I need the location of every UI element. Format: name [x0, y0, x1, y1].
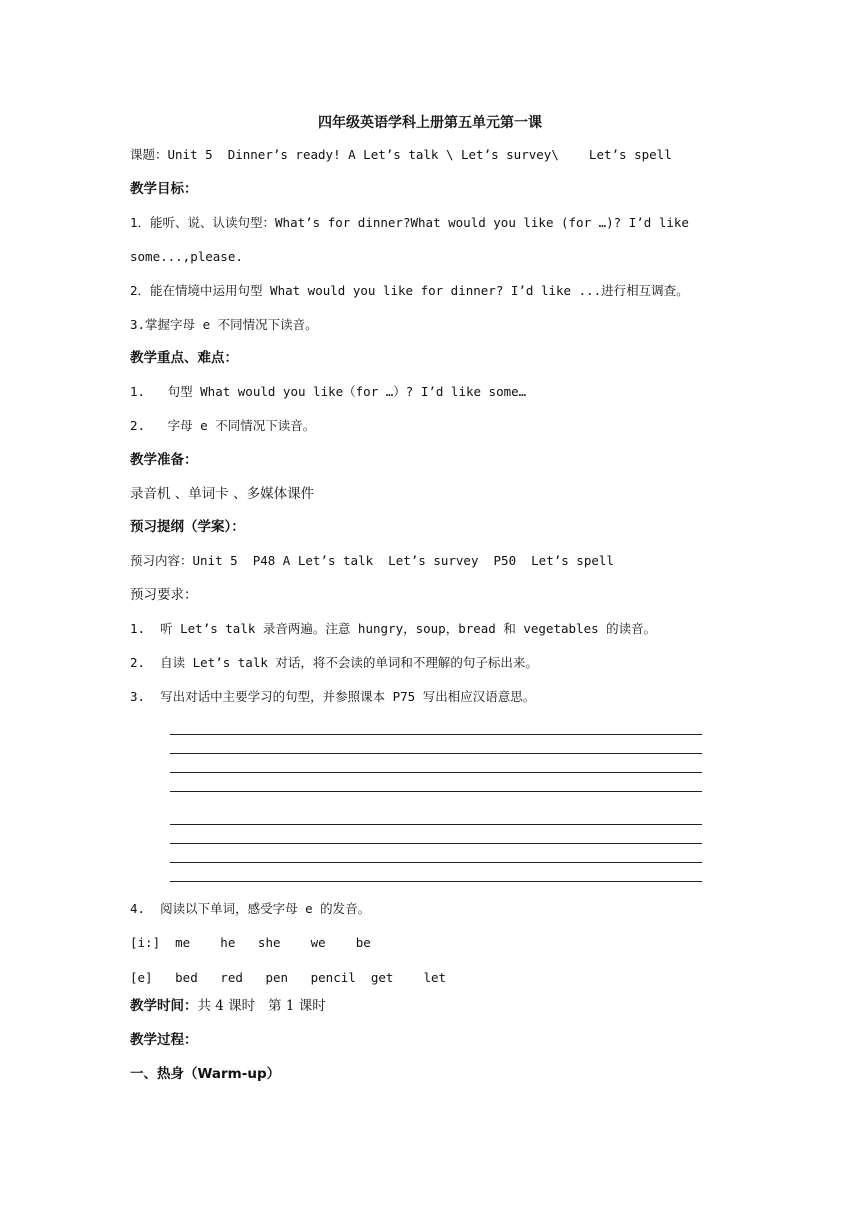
phonics-long-e: [i:] me he she we be [130, 935, 371, 950]
goals-heading: 教学目标： [130, 181, 198, 197]
prep-items: 录音机 、单词卡 、多媒体课件 [130, 486, 315, 502]
goal-3: 3.掌握字母 e 不同情况下读音。 [130, 317, 318, 332]
answer-line[interactable] [170, 734, 702, 735]
focus-2: 2. 字母 e 不同情况下读音。 [130, 418, 316, 433]
requirement-3: 3. 写出对话中主要学习的句型，并参照课本 P75 写出相应汉语意思。 [130, 689, 536, 704]
answer-line[interactable] [170, 772, 702, 773]
step-1-heading: 一、热身（Warm-up） [130, 1066, 281, 1082]
answer-line[interactable] [170, 862, 702, 863]
preview-requirements-label: 预习要求： [130, 587, 198, 603]
requirement-2: 2. 自读 Let’s talk 对话，将不会读的单词和不理解的句子标出来。 [130, 655, 538, 670]
phonics-short-e: [e] bed red pen pencil get let [130, 970, 447, 985]
answer-line[interactable] [170, 753, 702, 754]
requirement-1: 1. 听 Let’s talk 录音两遍。注意 hungry，soup，bread 和 vegetables 的读音。 [130, 621, 657, 636]
preview-heading: 预习提纲（学案）： [130, 519, 245, 535]
goal-1-cont: some...,please. [130, 249, 243, 264]
focus-1: 1. 句型 What would you like（for …）? I’d like some… [130, 384, 527, 399]
process-heading: 教学过程： [130, 1032, 198, 1048]
lesson-topic: 课题：Unit 5 Dinner’s ready! A Let’s talk \ Let’s survey\ Let’s spell [130, 147, 672, 162]
goal-1: 1．能听、说、认读句型：What’s for dinner?What would you like (for …)? I’d like [130, 215, 689, 230]
teaching-time: 教学时间：共 4 课时 第 1 课时 [130, 998, 326, 1014]
prep-heading: 教学准备： [130, 452, 198, 468]
answer-line[interactable] [170, 881, 702, 882]
answer-line[interactable] [170, 791, 702, 792]
answer-line[interactable] [170, 824, 702, 825]
focus-heading: 教学重点、难点： [130, 350, 238, 366]
answer-line[interactable] [170, 843, 702, 844]
preview-content: 预习内容：Unit 5 P48 A Let’s talk Let’s survey P50 Let’s spell [130, 553, 614, 568]
doc-title: 四年级英语学科上册第五单元第一课 [318, 115, 542, 131]
goal-2: 2．能在情境中运用句型 What would you like for dinner? I’d like ...进行相互调查。 [130, 283, 689, 298]
requirement-4: 4. 阅读以下单词，感受字母 e 的发音。 [130, 901, 371, 916]
